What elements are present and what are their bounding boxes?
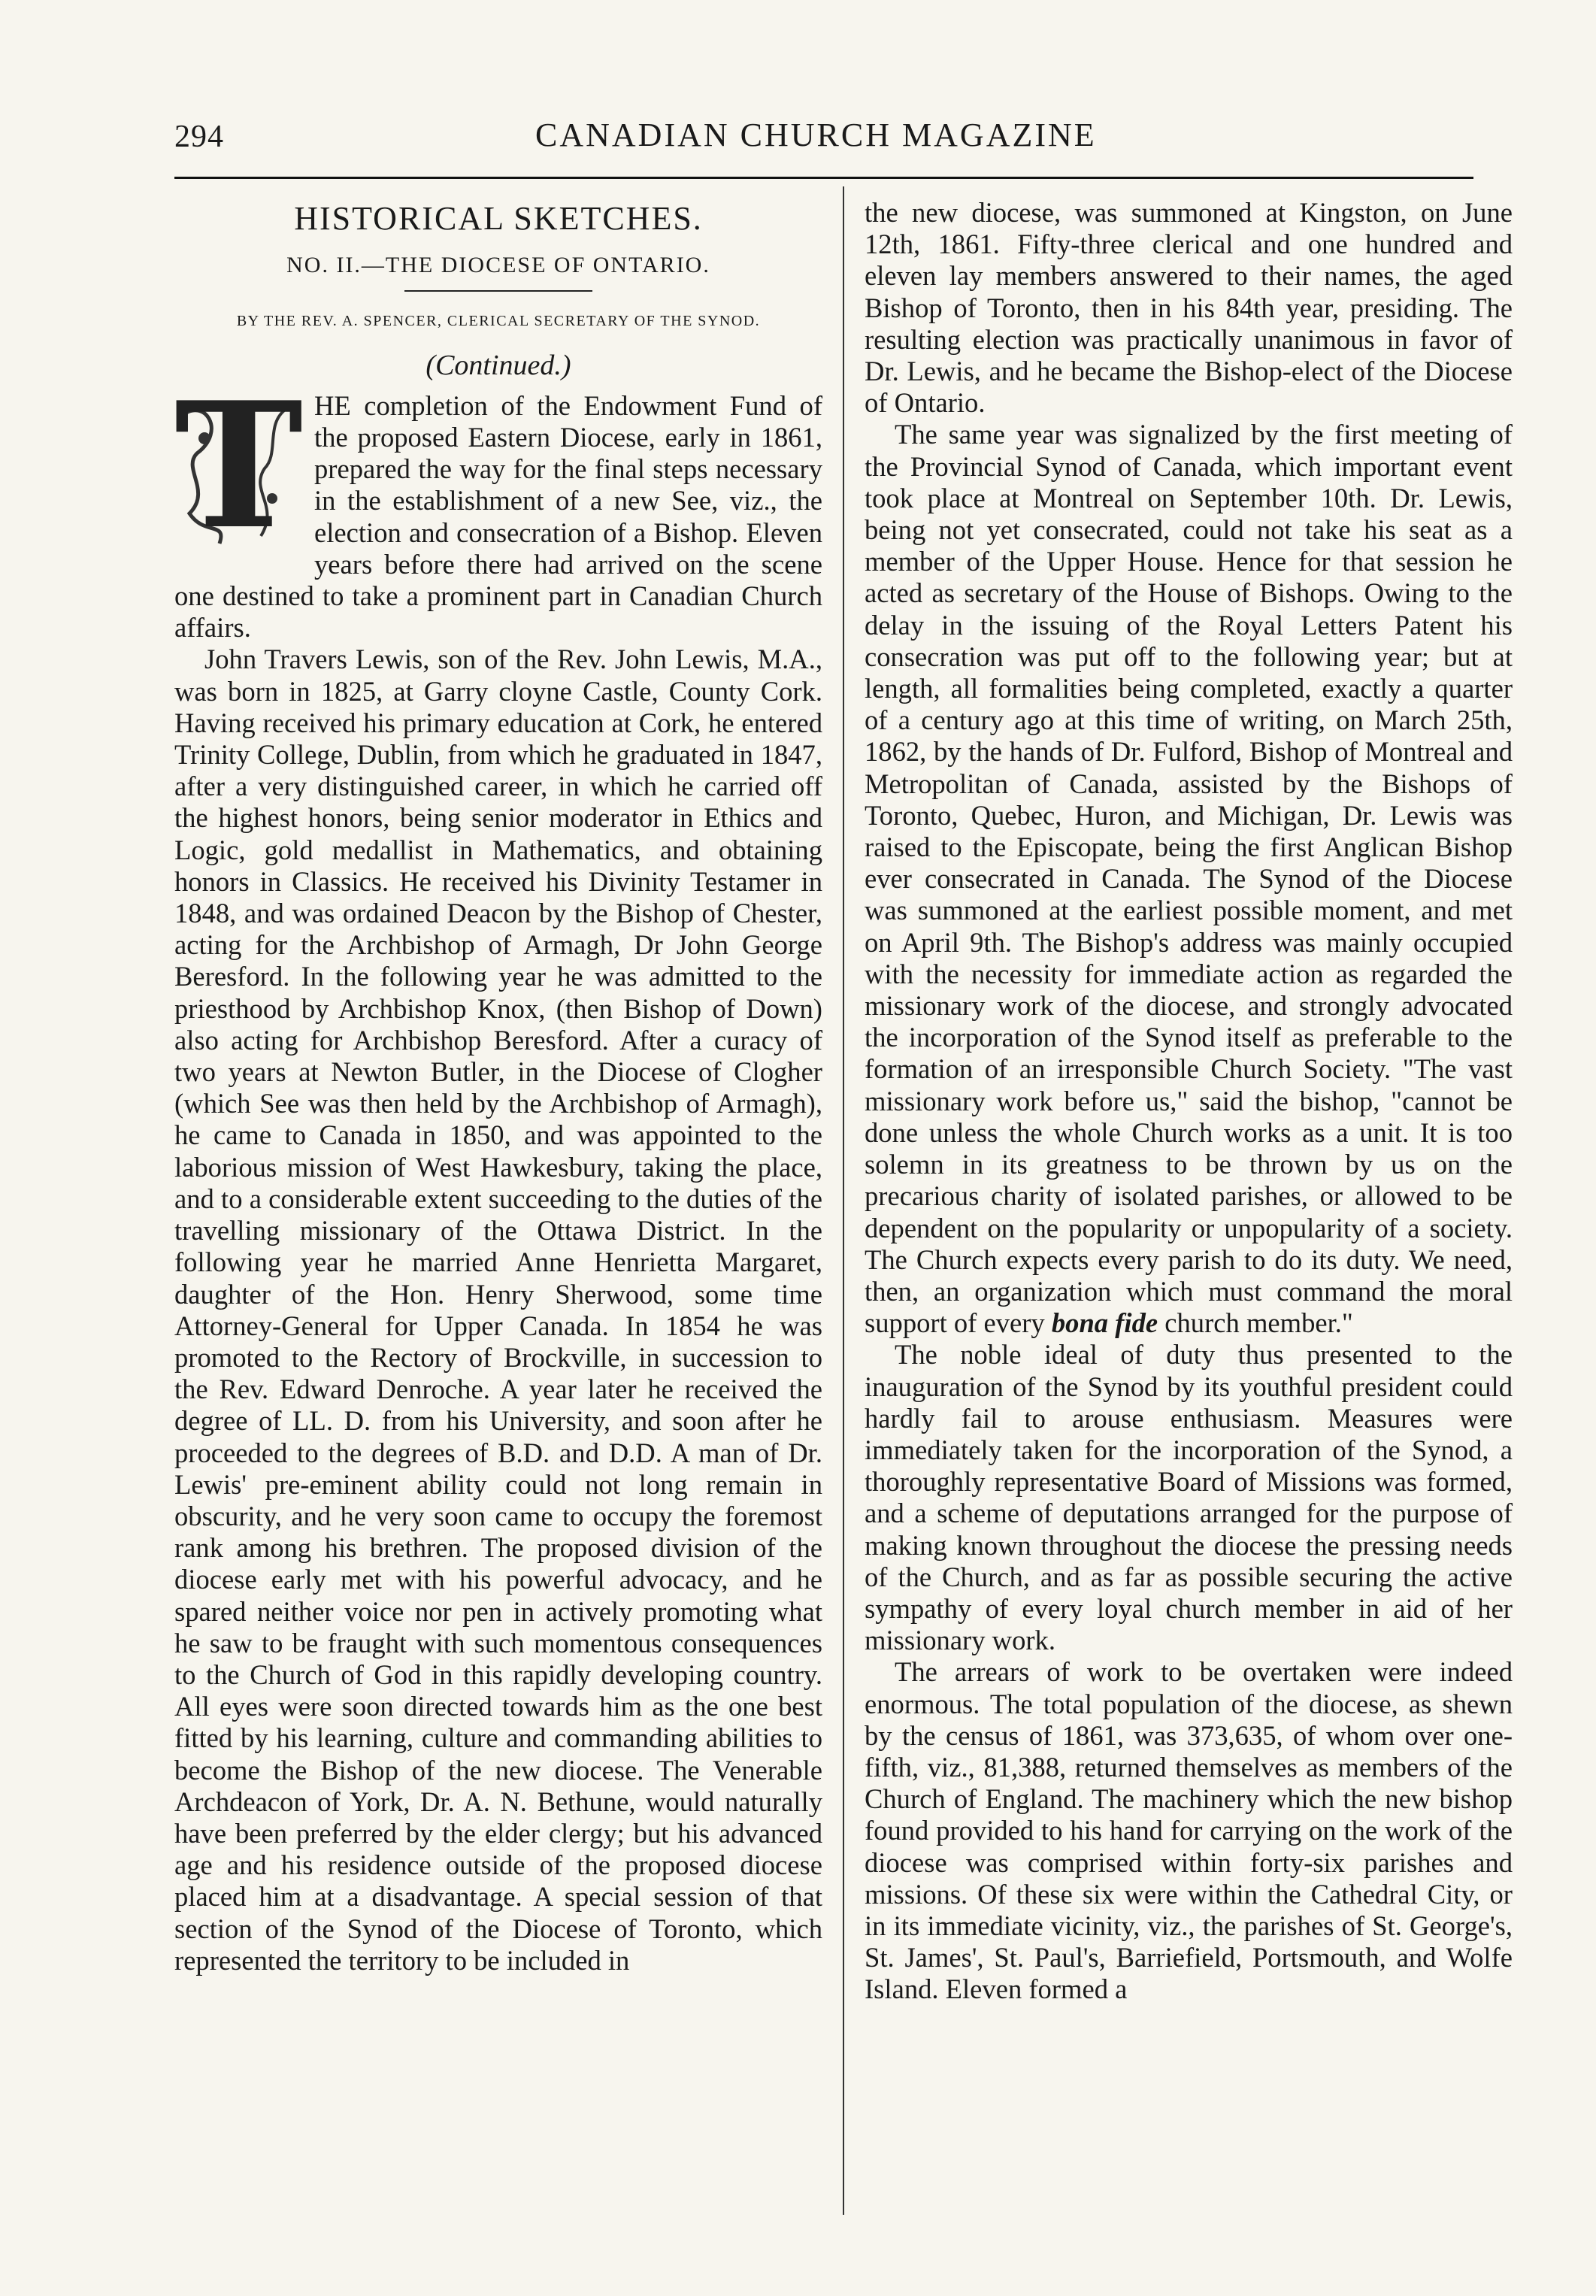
quote-text: The same year was signalized by the first meeting of the Provincial Synod of Canada, which important event took place at Montreal on September 10th. Dr. Lewis, being not yet consecrated, could not take his seat as a member of the Upper House. Hence for that session he acted as secretary of the House of Bishops. Owing to the delay in the issuing of the Royal Letters Patent his consecration was put off to the following year; but at length, all formalities being completed, exactly a quarter of a century ago at this time of writing, on March 25th, 1862, by the hands of Dr. Fulford, Bishop of Montreal and Metropolitan of Canada, assisted by the Bishops of Toronto, Quebec, Huron, and Michigan, Dr. Lewis was raised to the Episcopate, being the first Anglican Bishop ever consecrated in Canada. The Synod of the Diocese was summoned at the earliest possible moment, and met on April 9th. The Bishop's address was mainly occupied with the necessity for immediate action as regarded the missionary work of the diocese, and strongly advocated the incorporation of the Synod itself as preferable to the formation of an irresponsible Church Society. "The vast missionary work before us," said the bishop, "cannot be done unless the whole Church works as a unit. It is too solemn in its greatness to be thrown by us on the precarious charity of isolated parishes, or allowed to be dependent on the popularity or unpopularity of a society. The Church expects every parish to do its duty. We need, then, an organization which must command the moral support of every <box>865 419 1513 1339</box>
paragraph: The arrears of work to be overtaken were indeed enormous. The total population of the diocese, as shewn by the census of 1861, was 373,635, of whom over one-fifth, viz., 81,388, returned themselves as members of the Church of England. The machinery which the new bishop found provided to his hand for carrying on the work of the diocese was comprised within forty-six parishes and missions. Of these six were within the Cathedral City, or in its immediate vicinity, viz., the parishes of St. George's, St. James', St. Paul's, Barriefield, Portsmouth, and Wolfe Island. Eleven formed a <box>865 1656 1513 2005</box>
quote-end: church member." <box>1164 1307 1353 1339</box>
section-title: HISTORICAL SKETCHES. <box>294 200 703 237</box>
continued-label: (Continued.) <box>425 349 571 381</box>
opening-text: HE completion of the Endowment Fund of the proposed Eastern Diocese, early in 1861, prepared the way for the final steps necessary in the establishment of a new See, viz., the election and consecration of a Bishop. Eleven years before there had arrived on the scene one destined to take a prominent part in Canadian Church affairs. <box>174 389 822 644</box>
page-number: 294 <box>174 120 224 154</box>
italic-phrase: bona fide <box>1051 1307 1158 1339</box>
paragraph: The noble ideal of duty thus presented to the inauguration of the Synod by its youthful president could hardly fail to arouse enthusiasm. Measures were immediately taken for the incorporation of the Synod, a thoroughly representative Board of Missions was formed, and a scheme of deputations arranged for the purpose of making known throughout the diocese the pressing needs of the Church, and as far as possible securing the active sympathy of every loyal church member in aid of her missionary work. <box>865 1339 1513 1656</box>
subtitle-rule <box>404 290 592 292</box>
dropcap-letter: T <box>174 364 304 568</box>
right-column <box>865 197 1513 2006</box>
header-rule <box>174 177 1473 179</box>
section-subtitle: NO. II.—THE DIOCESE OF ONTARIO. <box>286 253 710 278</box>
paragraph-with-quote <box>865 419 1513 1339</box>
paragraph: the new diocese, was summoned at Kingston, on June 12th, 1861. Fifty-three clerical and one hundred and eleven lay members answered to their names, the aged Bishop of Toronto, then in his 84th year, presiding. The resulting election was practically unanimous in favor of Dr. Lewis, and he became the Bishop-elect of the Diocese of Ontario. <box>865 197 1513 419</box>
running-title: CANADIAN CHURCH MAGAZINE <box>535 117 1097 153</box>
page-header <box>174 111 1385 171</box>
left-column <box>174 197 822 1976</box>
column-divider <box>843 186 844 2215</box>
paragraph: John Travers Lewis, son of the Rev. John Lewis, M.A., was born in 1825, at Garry cloyne Castle, County Cork. Having received his primary education at Cork, he entered Trinity College, Dublin, from which he graduated in 1847, after a very distinguished career, in which he carried off the highest honors, being senior moderator in Ethics and Logic, gold medallist in Mathematics, and obtaining honors in Classics. He received his Divinity Testamer in 1848, and was ordained Deacon by the Bishop of Chester, acting for the Archbishop of Armagh, Dr John George Beresford. In the following year he was admitted to the priesthood by Archbishop Knox, (then Bishop of Down) also acting for Archbishop Beresford. After a curacy of two years at Newton Butler, in the Diocese of Clogher (which See was then held by the Archbishop of Armagh), he came to Canada in 1850, and was appointed to the laborious mission of West Hawkesbury, taking the place, and to a considerable extent succeeding to the duties of the travelling missionary of the Ottawa District. In the following year he married Anne Henrietta Margaret, daughter of the Hon. Henry Sherwood, some time Attorney-General for Upper Canada. In 1854 he was promoted to the Rectory of Brockville, in succession to the Rev. Edward Denroche. A year later he received the degree of LL. D. from his University, and soon after he proceeded to the degrees of B.D. and D.D. A man of Dr. Lewis' pre-eminent ability could not long remain in obscurity, and he very soon came to occupy the foremost rank among his brethren. The proposed division of the diocese early met with his powerful advocacy, and he spared neither voice nor pen in actively promoting what he saw to be fraught with such momentous consequences to the Church of God in this rapidly developing country. All eyes were soon directed towards him as the one best fitted by his learning, culture and commanding abilities to become the Bishop of the new diocese. The Venerable Archdeacon of York, Dr. A. N. Bethune, would naturally have been preferred by the elder clergy; but his advanced age and his residence outside of the proposed diocese placed him at a disadvantage. A special session of that section of the Synod of the Diocese of Toronto, which represented the territory to be included in <box>174 644 822 1976</box>
ornamental-dropcap <box>174 364 304 568</box>
byline: BY THE REV. A. SPENCER, CLERICAL SECRETARY OF THE SYNOD. <box>236 313 761 330</box>
